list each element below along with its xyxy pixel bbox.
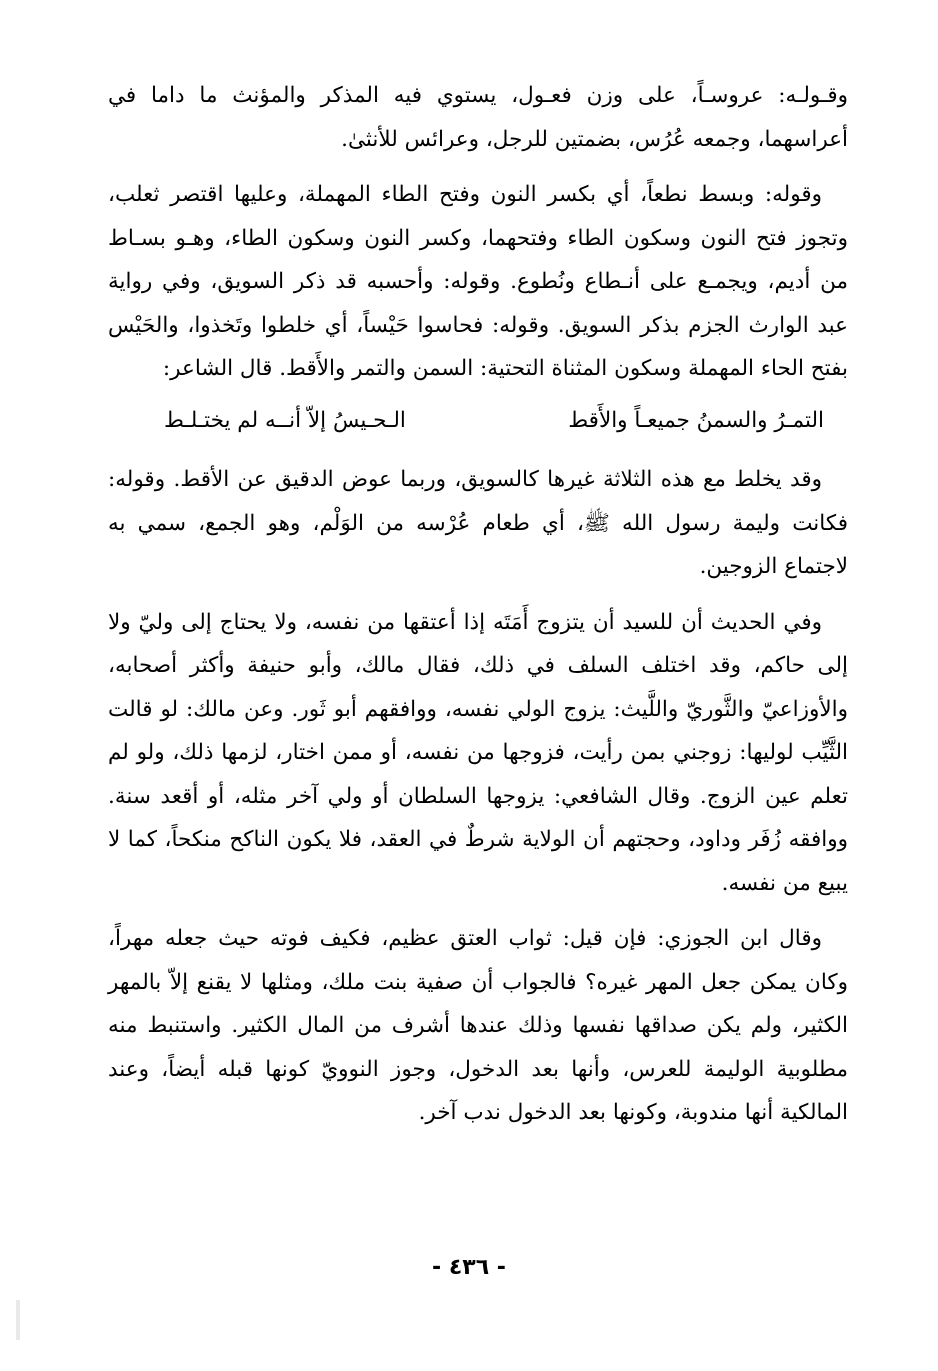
verse-first-hemistich: التمـرُ والسمنُ جميعـاً والأَقط bbox=[568, 407, 824, 433]
paragraph-walima: وقد يخلط مع هذه الثلاثة غيرها كالسويق، وربما عوض الدقيق عن الأقط. وقوله: فكانت وليمة رسول الله ﷺ، أي طعام عُرْسه من الوَلْم، وهو الجمع، سمي به لاجتماع الزوجين. bbox=[108, 467, 848, 579]
paragraph-ibn-aljawzi: وقال ابن الجوزي: فإن قيل: ثواب العتق عظيم، فكيف فوته حيث جعله مهراً، وكان يمكن جعل المهر غيره؟ فالجواب أن صفية بنت ملك، ومثلها لا يقنع إلاّ بالمهر الكثير، ولم يكن صداقها نفسها وذلك عندها أشرف من المال الكثير. واستنبط منه مطلوبية الوليمة للعرس، وأنها بعد الدخول، وجوز النوويّ كونها قبله أيضاً، وعند المالكية أنها مندوبة، وكونها بعد الدخول ندب آخر. bbox=[108, 926, 848, 1125]
poetry-verse bbox=[108, 399, 848, 443]
page-number: - ٤٣٦ - bbox=[432, 1255, 506, 1280]
paragraph-arous: وقـولـه: عروسـاً، على وزن فعـول، يستوي فيه المذكر والمؤنث ما داما في أعراسهما، وجمعه عُرُس، بضمتين للرجل، وعرائس للأنثىٰ. bbox=[108, 83, 848, 152]
verse-second-hemistich: الـحـيسُ إلاّ أنــه لم يختـلـط bbox=[164, 407, 406, 433]
paragraph-nat: وقوله: وبسط نطعاً، أي بكسر النون وفتح الطاء المهملة، وعليها اقتصر ثعلب، وتجوز فتح النون وسكون الطاء وفتحهما، وكسر النون وسكون الطاء، وهـو بسـاط من أديم، ويجمـع على أنـطاع ونُطوع. وقوله: وأحسبه قد ذكر السويق، وفي رواية عبد الوارث الجزم بذكر السويق. وقوله: فحاسوا حَيْساً، أي خلطوا وتَخذوا، والحَيْس بفتح الحاء المهملة وسكون المثناة التحتية: السمن والتمر والأَقط. قال الشاعر: bbox=[108, 182, 848, 381]
page-body bbox=[108, 74, 848, 1147]
scan-edge-mark bbox=[16, 1300, 20, 1340]
paragraph-hadith-ruling: وفي الحديث أن للسيد أن يتزوج أَمَتَه إذا أعتقها من نفسه، ولا يحتاج إلى وليّ ولا إلى حاكم، وقد اختلف السلف في ذلك، فقال مالك، وأبو حنيفة وأكثر أصحابه، والأوزاعيّ والثَّوريّ واللَّيث: يزوج الولي نفسه، ووافقهم أبو ثَور. وعن مالك: لو قالت الثَّيِّب لوليها: زوجني بمن رأيت، فزوجها من نفسه، أو ممن اختار، لزمها ذلك، ولو لم تعلم عين الزوج. وقال الشافعي: يزوجها السلطان أو ولي آخر مثله، أو أقعد سنة. ووافقه زُفَر وداود، وحجتهم أن الولاية شرطٌ في العقد، فلا يكون الناكح منكحاً، كما لا يبيع من نفسه. bbox=[108, 609, 848, 896]
